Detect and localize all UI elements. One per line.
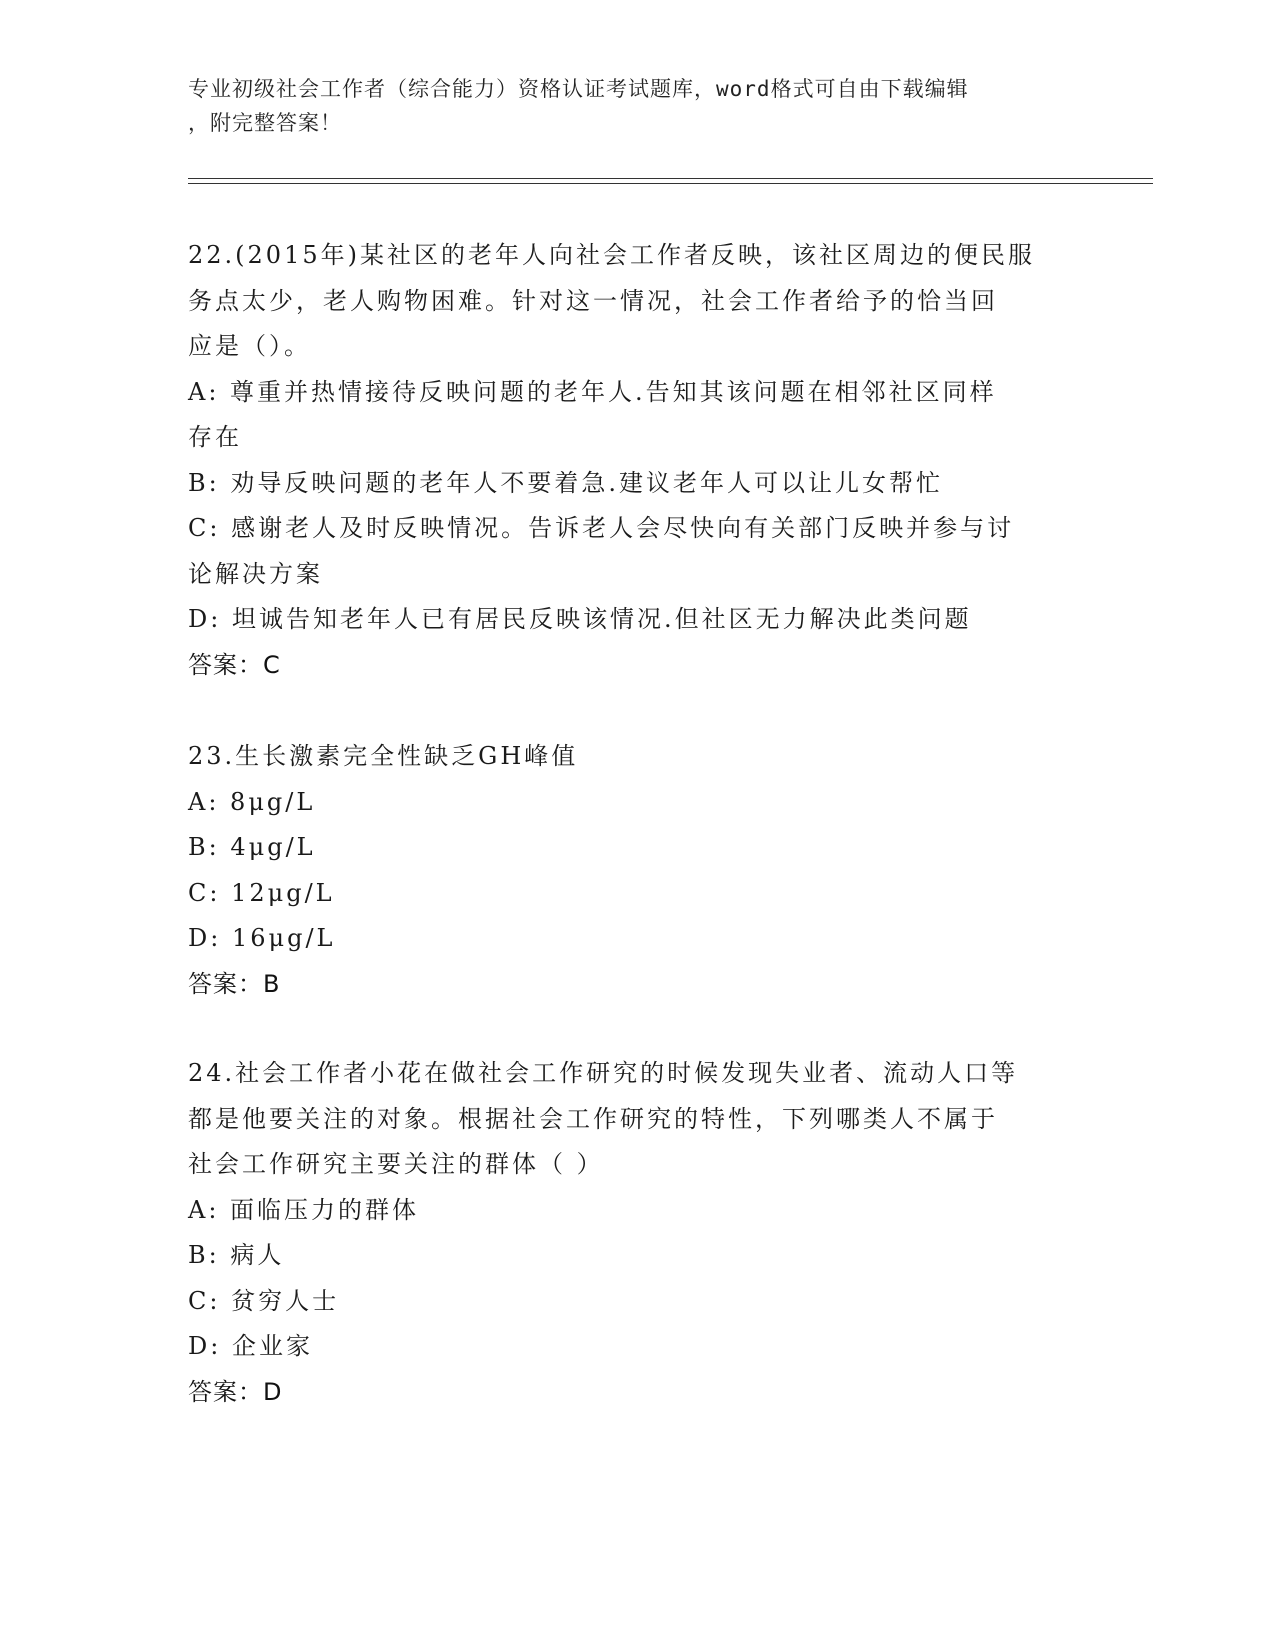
header-divider-bottom bbox=[188, 183, 1153, 184]
option-a: A: 8μg/L bbox=[188, 787, 316, 816]
question-22 bbox=[188, 233, 1088, 688]
question-24 bbox=[188, 1051, 1088, 1415]
option-b: B: 病人 bbox=[188, 1241, 285, 1269]
question-stem-line: 24.社会工作者小花在做社会工作研究的时候发现失业者、流动人口等 bbox=[188, 1059, 1019, 1087]
option-d: D: 坦诚告知老年人已有居民反映该情况.但社区无力解决此类问题 bbox=[188, 605, 972, 633]
option-d: D: 16μg/L bbox=[188, 924, 336, 952]
question-stem-line: 23.生长激素完全性缺乏GH峰值 bbox=[188, 742, 579, 770]
answer-key: 答案：D bbox=[188, 1377, 283, 1406]
option-d: D: 企业家 bbox=[188, 1332, 313, 1360]
document-header bbox=[188, 72, 1088, 140]
header-divider-top bbox=[188, 178, 1153, 179]
question-stem-line: 都是他要关注的对象。根据社会工作研究的特性，下列哪类人不属于 bbox=[188, 1104, 998, 1133]
question-stem-line: 应是（）。 bbox=[188, 332, 311, 360]
option-c: C: 感谢老人及时反映情况。告诉老人会尽快向有关部门反映并参与讨 bbox=[188, 514, 1015, 542]
header-line-2: ，附完整答案！ bbox=[188, 111, 342, 135]
option-c-continued: 论解决方案 bbox=[188, 559, 323, 588]
option-b: B: 劝导反映问题的老年人不要着急.建议老年人可以让儿女帮忙 bbox=[188, 468, 943, 497]
answer-key: 答案：C bbox=[188, 650, 281, 679]
header-line-1: 专业初级社会工作者（综合能力）资格认证考试题库，word格式可自由下载编辑 bbox=[188, 77, 969, 101]
answer-key: 答案：B bbox=[188, 969, 281, 998]
question-23 bbox=[188, 734, 1088, 1007]
option-c: C: 贫穷人士 bbox=[188, 1286, 340, 1315]
option-a-continued: 存在 bbox=[188, 423, 242, 451]
question-stem-line: 务点太少，老人购物困难。针对这一情况，社会工作者给予的恰当回 bbox=[188, 286, 998, 315]
option-a: A: 尊重并热情接待反映问题的老年人.告知其该问题在相邻社区同样 bbox=[188, 377, 997, 406]
option-a: A: 面临压力的群体 bbox=[188, 1195, 420, 1224]
question-stem-line: 社会工作研究主要关注的群体（ ） bbox=[188, 1150, 604, 1178]
question-stem-line: 22.(2015年)某社区的老年人向社会工作者反映，该社区周边的便民服 bbox=[188, 241, 1035, 269]
option-b: B: 4μg/L bbox=[188, 833, 316, 861]
option-c: C: 12μg/L bbox=[188, 878, 335, 907]
